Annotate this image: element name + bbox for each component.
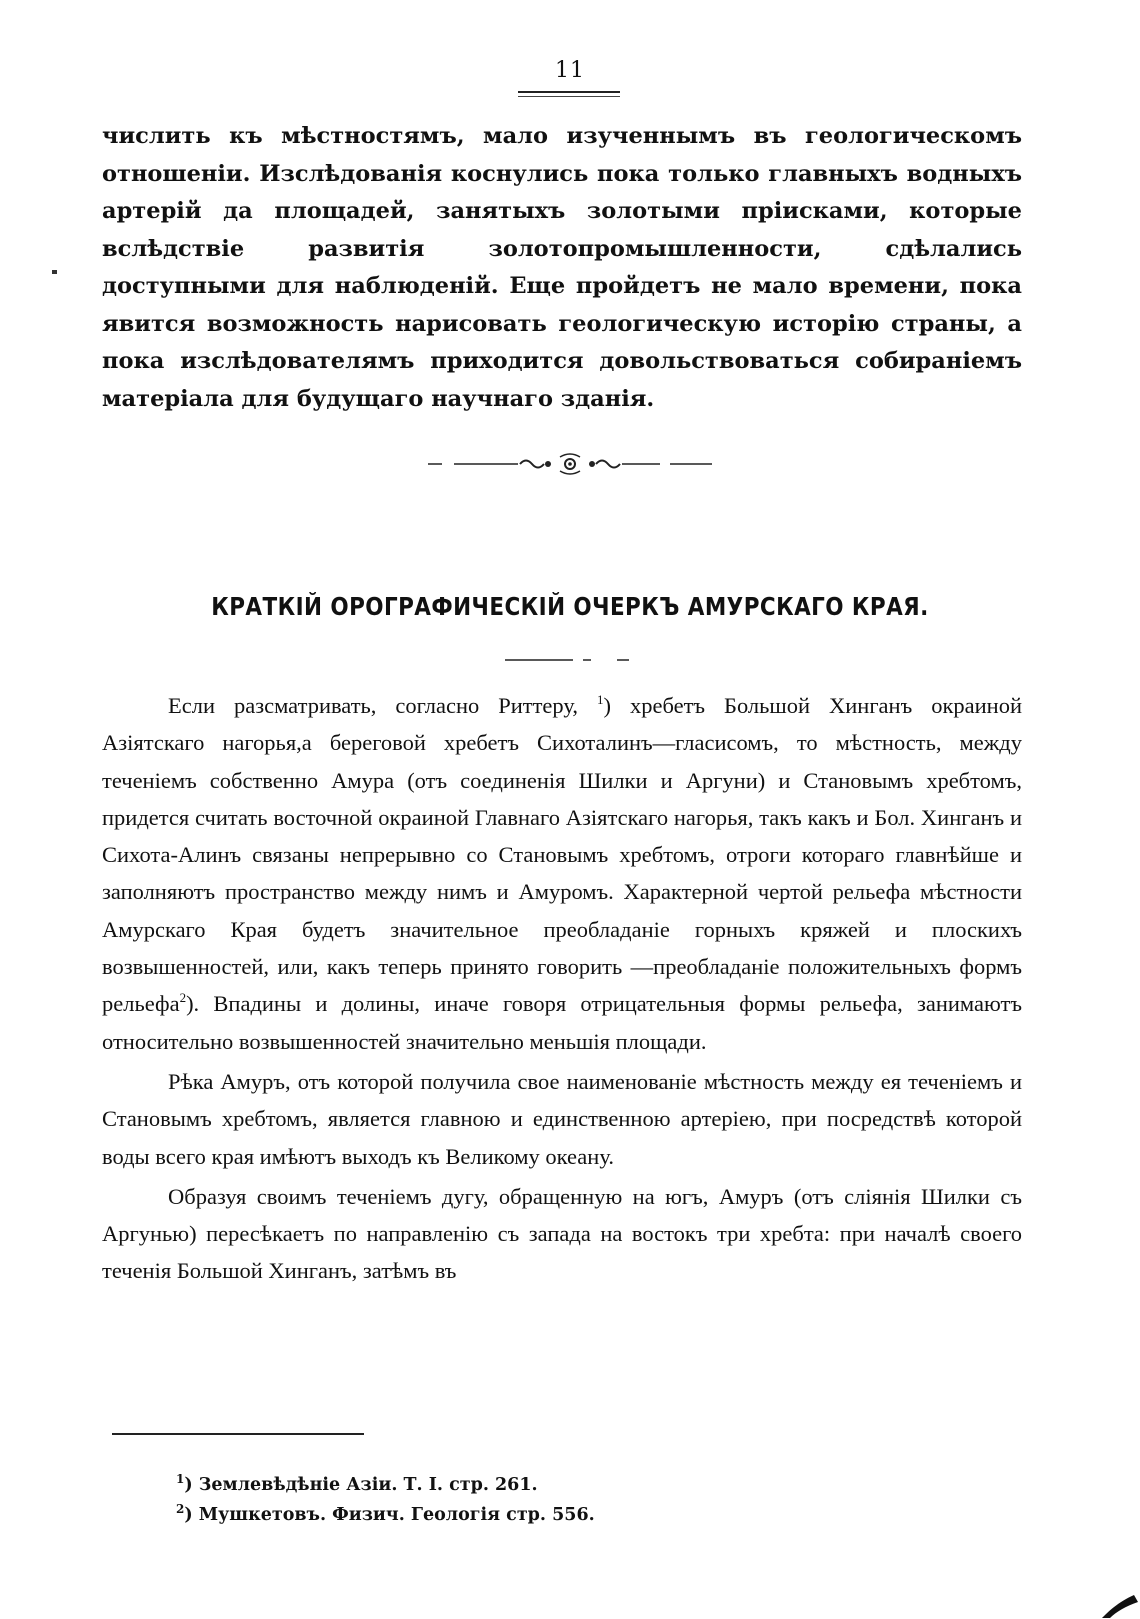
footnote-2-marker: 2	[176, 1502, 185, 1516]
section-divider-ornament	[0, 449, 1140, 479]
paragraph-1-part-3: ). Впадины и долины, иначе говоря отрицательныя формы рельефа, занимаютъ относительно возвышенностей значительно меньшія площади.	[102, 991, 1022, 1054]
section-title: КРАТКІЙ ОРОГРАФИЧЕСКІЙ ОЧЕРКЪ АМУРСКАГО КРАЯ.	[211, 592, 929, 621]
section-body	[102, 687, 1022, 1290]
page-number: 11	[555, 58, 585, 83]
paragraph-1-part-1: Если разсматривать, согласно Риттеру,	[168, 693, 597, 718]
paragraph-1-part-2: ) хребетъ Большой Хинганъ окраиной Азіятскаго нагорья,а береговой хребетъ Сихоталинъ—гласисомъ, то мѣстность, между теченіемъ собственно Амура (отъ соединенія Шилки и Аргуни) и Становымъ хребтомъ, придется считать восточной окраиной Главнаго Азіятскаго нагорья, такъ какъ и Бол. Хинганъ и Сихота-Алинъ связаны непрерывно со Становымъ хребтомъ, отроги котораго главнѣйше и заполняютъ пространство между нимъ и Амуромъ. Характерной чертой рельефа мѣстности Амурскаго Края будетъ значительное преобладаніе горныхъ кряжей и плоскихъ возвышенностей, или, какъ теперь принято говорить —преобладаніе положительныхъ формъ рельефа	[102, 693, 1022, 1017]
page-number-rule	[518, 91, 620, 93]
footnote-1-text: ) Землевѣдѣніе Азіи. Т. I. стр. 261.	[184, 1475, 538, 1495]
footnotes	[176, 1470, 876, 1530]
footnote-ref-1: 1	[596, 692, 604, 707]
footnote-1	[176, 1470, 876, 1500]
left-margin-mark	[52, 270, 57, 274]
paragraph-2: Рѣка Амуръ, отъ которой получила свое наименованіе мѣстность между ея теченіемъ и Становымъ хребтомъ, является главною и единственною артеріею, при посредствѣ которой воды всего края имѣютъ выходъ къ Великому океану.	[102, 1068, 1022, 1169]
footnote-ref-2: 2	[179, 990, 187, 1006]
footnote-1-marker: 1	[176, 1472, 185, 1486]
paragraph-1	[102, 687, 1022, 1060]
paragraph-3: Образуя своимъ теченіемъ дугу, обращенную на югъ, Амуръ (отъ сліянія Шилки съ Аргунью) пересѣкаетъ по направленію съ запада на востокъ три хребта: при началѣ своего теченія Большой Хинганъ, затѣмъ въ	[102, 1183, 1022, 1284]
section-title-rule	[0, 658, 1140, 662]
footnote-2	[176, 1500, 876, 1530]
previous-section-text: числить къ мѣстностямъ, мало изученнымъ въ геологическомъ отношеніи. Изслѣдованія коснулись пока только главныхъ водныхъ артерій да площадей, занятыхъ золотыми пріисками, которые вслѣдствіе развитія золотопромышленности, сдѣлались доступными для наблюденій. Еще пройдетъ не мало времени, пока явится возможность нарисовать геологическую исторію страны, а пока изслѣдователямъ приходится довольствоваться собираніемъ матеріала для будущаго научнаго зданія.	[102, 123, 1022, 412]
fleuron-ornament-icon	[420, 449, 720, 479]
page-corner-mark-icon	[1100, 1590, 1140, 1619]
footnote-separator	[112, 1433, 364, 1435]
footnote-2-text: ) Мушкетовъ. Физич. Геологія стр. 556.	[184, 1505, 595, 1525]
